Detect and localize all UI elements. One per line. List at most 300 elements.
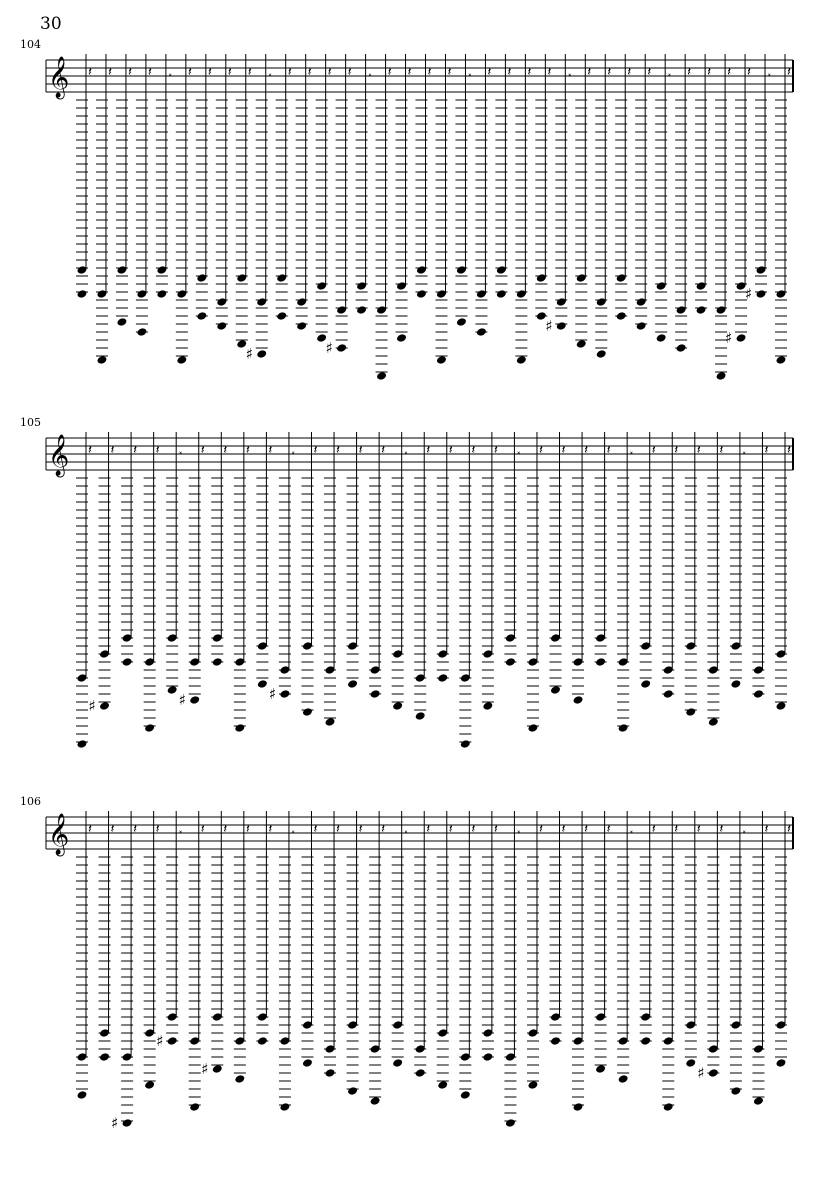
low-note-head — [595, 1064, 606, 1074]
note-column — [617, 811, 633, 1084]
rest-icon: 𝅃 — [567, 65, 572, 80]
low-note-head — [527, 723, 538, 733]
note-column — [725, 54, 751, 347]
low-note-head — [336, 343, 347, 353]
rest-icon: 𝄽 — [647, 65, 652, 80]
low-note-head — [370, 689, 381, 699]
note-column — [176, 54, 192, 365]
low-note-head — [505, 1118, 516, 1128]
rest-icon: 𝄽 — [327, 65, 332, 80]
low-note-head — [505, 657, 516, 667]
low-note-head — [392, 701, 403, 711]
low-note-head — [640, 1036, 651, 1046]
note-column — [550, 811, 566, 1046]
rest-icon: 𝅃 — [516, 822, 521, 837]
rest-icon: 𝄽 — [493, 822, 498, 837]
rest-icon: 𝅃 — [290, 822, 296, 837]
rest-icon: 𝄽 — [358, 443, 363, 458]
low-note-head — [436, 355, 447, 365]
note-column — [347, 811, 363, 1096]
rest-icon: 𝄽 — [493, 443, 498, 458]
rest-icon: 𝅃 — [467, 65, 472, 80]
rest-icon: 𝄽 — [584, 443, 589, 458]
measure-number-105: 105 — [20, 416, 41, 429]
low-note-head — [176, 355, 187, 365]
rest-icon: 𝄽 — [538, 822, 543, 837]
sharp-icon: ♯ — [111, 1114, 119, 1132]
note-column — [196, 54, 212, 321]
rest-icon: 𝄽 — [88, 822, 92, 837]
note-column — [745, 54, 771, 303]
low-note-head — [167, 1036, 178, 1046]
low-note-head — [527, 1080, 538, 1090]
low-note-head — [685, 1058, 696, 1068]
low-note-head — [376, 371, 387, 381]
low-note-head — [753, 1096, 764, 1106]
sharp-icon: ♯ — [245, 345, 254, 363]
note-column — [475, 54, 491, 337]
rest-icon: 𝄽 — [336, 443, 341, 458]
rest-icon: 𝄽 — [336, 822, 341, 837]
low-note-head — [516, 355, 527, 365]
low-note-head — [325, 1068, 336, 1078]
low-note-head — [144, 1080, 155, 1090]
low-note-head — [347, 1086, 358, 1096]
rest-icon: 𝄽 — [471, 822, 476, 837]
rest-icon: 𝄽 — [427, 65, 432, 80]
note-column — [685, 811, 701, 1068]
rest-icon: 𝅃 — [767, 65, 772, 80]
low-note-head — [189, 1102, 200, 1112]
note-column — [121, 432, 137, 667]
rest-icon: 𝄽 — [207, 65, 212, 80]
rest-icon: 𝄽 — [471, 443, 476, 458]
low-note-head — [347, 679, 358, 689]
sharp-icon: ♯ — [88, 697, 96, 715]
rest-icon: 𝄽 — [696, 443, 701, 458]
rest-icon: 𝅃 — [629, 443, 634, 458]
note-column — [216, 54, 232, 331]
note-column — [675, 54, 691, 353]
note-column — [324, 432, 340, 727]
note-column — [276, 54, 292, 321]
rest-icon: 𝄽 — [268, 443, 273, 458]
note-column — [296, 54, 312, 331]
rest-icon: 𝄽 — [606, 443, 611, 458]
low-note-head — [708, 717, 719, 727]
rest-icon: 𝅃 — [367, 65, 372, 80]
sharp-icon: ♯ — [178, 691, 187, 709]
low-note-head — [302, 707, 313, 717]
note-column — [392, 432, 408, 711]
low-note-head — [482, 1052, 493, 1062]
treble-clef-icon: 𝄞 — [48, 435, 70, 476]
note-column — [326, 54, 352, 357]
note-column — [201, 811, 227, 1078]
rest-icon: 𝄽 — [587, 65, 592, 80]
note-column — [369, 811, 385, 1106]
low-note-head — [167, 685, 178, 695]
low-note-head — [656, 333, 667, 343]
low-note-head — [496, 289, 507, 299]
rest-icon: 𝄽 — [155, 822, 160, 837]
rest-icon: 𝅃 — [290, 443, 296, 458]
low-note-head — [257, 679, 268, 689]
note-column — [356, 54, 372, 315]
note-column — [695, 54, 711, 315]
rest-icon: 𝄽 — [606, 822, 611, 837]
low-note-head — [618, 1074, 629, 1084]
note-column — [211, 432, 227, 667]
low-note-head — [156, 289, 167, 299]
note-column — [279, 811, 295, 1112]
rest-icon: 𝄽 — [155, 443, 160, 458]
low-note-head — [276, 311, 287, 321]
rest-icon: 𝄽 — [133, 822, 138, 837]
low-note-head — [212, 1064, 223, 1074]
note-column — [495, 54, 511, 299]
low-note-head — [415, 711, 426, 721]
rest-icon: 𝅃 — [403, 822, 408, 837]
note-column — [455, 54, 471, 327]
note-column — [236, 54, 252, 349]
rest-icon: 𝄽 — [227, 65, 232, 80]
rest-icon: 𝄽 — [538, 443, 543, 458]
rest-icon: 𝄽 — [448, 822, 453, 837]
sharp-icon: ♯ — [268, 685, 277, 703]
low-note-head — [437, 673, 448, 683]
low-note-head — [99, 1052, 110, 1062]
low-note-head — [776, 701, 787, 711]
rest-icon: 𝄽 — [674, 443, 679, 458]
note-column — [575, 54, 591, 349]
rest-icon: 𝄽 — [584, 822, 589, 837]
rest-icon: 𝄽 — [707, 65, 712, 80]
low-note-head — [736, 333, 747, 343]
rest-icon: 𝄽 — [787, 443, 791, 458]
rest-icon: 𝄽 — [674, 822, 679, 837]
rest-icon: 𝄽 — [313, 822, 318, 837]
low-note-head — [596, 349, 607, 359]
note-column — [376, 54, 392, 381]
rest-icon: 𝄽 — [764, 822, 769, 837]
rest-icon: 𝅃 — [178, 443, 183, 458]
rest-icon: 𝄽 — [88, 65, 92, 80]
low-note-head — [550, 1036, 561, 1046]
rest-icon: 𝄽 — [381, 443, 386, 458]
rest-icon: 𝅃 — [741, 822, 747, 837]
measure-number-106: 106 — [20, 795, 41, 808]
low-note-head — [482, 701, 493, 711]
low-note-head — [416, 289, 427, 299]
note-column — [572, 432, 588, 705]
rest-icon: 𝄽 — [110, 822, 115, 837]
treble-clef-icon: 𝄞 — [48, 814, 70, 855]
low-note-head — [77, 289, 88, 299]
low-note-head — [685, 707, 696, 717]
note-column — [116, 54, 132, 327]
low-note-head — [144, 723, 155, 733]
rest-icon: 𝄽 — [426, 822, 431, 837]
rest-icon: 𝄽 — [147, 65, 152, 80]
rest-icon: 𝄽 — [200, 822, 205, 837]
note-column — [256, 432, 272, 689]
note-column — [662, 432, 678, 699]
note-column — [752, 432, 768, 699]
rest-icon: 𝄽 — [787, 65, 791, 80]
low-note-head — [122, 657, 133, 667]
note-column — [246, 54, 272, 363]
low-note-head — [616, 311, 627, 321]
measure-number-104: 104 — [20, 38, 41, 51]
rest-icon: 𝄽 — [381, 822, 386, 837]
low-note-head — [456, 317, 467, 327]
rest-icon: 𝄽 — [247, 65, 252, 80]
note-column — [459, 811, 475, 1100]
note-column — [301, 811, 317, 1068]
rest-icon: 𝅃 — [403, 443, 408, 458]
note-column — [707, 432, 723, 727]
sharp-icon: ♯ — [325, 339, 333, 357]
note-column — [640, 432, 656, 689]
rest-icon: 𝄽 — [651, 443, 656, 458]
note-column — [179, 432, 205, 709]
rest-icon: 𝄽 — [88, 443, 92, 458]
low-note-head — [776, 355, 787, 365]
note-column — [535, 54, 551, 321]
rest-icon: 𝄽 — [347, 65, 352, 80]
rest-icon: 𝄽 — [245, 443, 250, 458]
rest-icon: 𝄽 — [719, 822, 724, 837]
note-column — [76, 54, 92, 299]
rest-icon: 𝄽 — [487, 65, 492, 80]
low-note-head — [730, 1086, 741, 1096]
rest-icon: 𝄽 — [607, 65, 612, 80]
note-column — [527, 811, 543, 1090]
sharp-icon: ♯ — [745, 285, 753, 303]
low-note-head — [257, 1036, 268, 1046]
rest-icon: 𝅃 — [516, 443, 521, 458]
rest-icon: 𝄽 — [200, 443, 205, 458]
note-column — [234, 811, 250, 1084]
note-column — [416, 54, 432, 299]
rest-icon: 𝄽 — [719, 443, 724, 458]
page-number: 30 — [40, 14, 62, 34]
rest-icon: 𝄽 — [426, 443, 431, 458]
note-column — [316, 54, 332, 343]
low-note-head — [460, 739, 471, 749]
low-note-head — [753, 689, 764, 699]
note-column — [269, 432, 295, 703]
note-column — [730, 811, 746, 1096]
low-note-head — [573, 1102, 584, 1112]
rest-icon: 𝄽 — [448, 443, 453, 458]
low-note-head — [730, 679, 741, 689]
note-column — [685, 432, 701, 717]
note-column — [640, 811, 656, 1046]
rest-icon: 𝄽 — [313, 443, 318, 458]
low-note-head — [122, 1118, 133, 1128]
note-column — [617, 432, 633, 733]
note-column — [515, 54, 531, 365]
rest-icon: 𝅃 — [629, 822, 634, 837]
rest-icon: 𝄽 — [358, 822, 363, 837]
note-column — [752, 811, 768, 1106]
low-note-head — [708, 1068, 719, 1078]
note-column — [615, 54, 631, 321]
low-note-head — [640, 679, 651, 689]
low-note-head — [116, 317, 127, 327]
rest-icon: 𝅃 — [741, 443, 747, 458]
rest-icon: 𝄽 — [764, 443, 769, 458]
low-note-head — [573, 695, 584, 705]
low-note-head — [476, 327, 487, 337]
note-column — [527, 432, 543, 733]
low-note-head — [437, 1080, 448, 1090]
rest-icon: 𝅃 — [178, 822, 183, 837]
low-note-head — [776, 1058, 787, 1068]
low-note-head — [216, 321, 227, 331]
rest-icon: 𝄽 — [651, 822, 656, 837]
note-column — [166, 432, 182, 695]
rest-icon: 𝄽 — [627, 65, 632, 80]
note-column — [595, 54, 611, 359]
low-note-head — [716, 371, 727, 381]
low-note-head — [576, 339, 587, 349]
note-column — [414, 432, 430, 721]
note-column — [550, 432, 566, 695]
note-column — [595, 432, 611, 667]
low-note-head — [696, 305, 707, 315]
low-note-head — [556, 321, 567, 331]
low-note-head — [212, 657, 223, 667]
sharp-icon: ♯ — [697, 1064, 705, 1082]
note-column — [482, 432, 498, 711]
note-column — [156, 811, 182, 1050]
treble-clef-icon: 𝄞 — [48, 57, 70, 98]
note-column — [595, 811, 611, 1074]
rest-icon: 𝄽 — [268, 822, 273, 837]
low-note-head — [618, 723, 629, 733]
rest-icon: 𝄽 — [507, 65, 512, 80]
note-column — [96, 54, 112, 365]
note-column — [662, 811, 678, 1112]
low-note-head — [196, 311, 207, 321]
sharp-icon: ♯ — [545, 317, 553, 335]
rest-icon: 𝄽 — [447, 65, 452, 80]
note-column — [89, 432, 115, 715]
note-column — [369, 432, 385, 699]
low-note-head — [77, 1090, 88, 1100]
rest-icon: 𝄽 — [245, 822, 250, 837]
low-note-head — [77, 739, 88, 749]
rest-icon: 𝅃 — [267, 65, 272, 80]
low-note-head — [256, 349, 267, 359]
note-column — [697, 811, 723, 1082]
low-note-head — [663, 689, 674, 699]
rest-icon: 𝄽 — [727, 65, 732, 80]
rest-icon: 𝄽 — [107, 65, 112, 80]
rest-icon: 𝄽 — [407, 65, 412, 80]
note-column — [730, 432, 746, 689]
note-column — [256, 811, 272, 1046]
low-note-head — [636, 321, 647, 331]
note-column — [775, 811, 791, 1068]
note-column — [392, 811, 408, 1068]
low-note-head — [663, 1102, 674, 1112]
rest-icon: 𝄽 — [696, 822, 701, 837]
note-column — [136, 54, 152, 337]
note-column — [775, 54, 791, 365]
note-column — [111, 811, 137, 1132]
note-column — [655, 54, 671, 343]
low-note-head — [296, 321, 307, 331]
rest-icon: 𝄽 — [527, 65, 532, 80]
low-note-head — [302, 1058, 313, 1068]
sharp-icon: ♯ — [725, 329, 733, 347]
note-column — [504, 811, 520, 1128]
note-column — [76, 811, 92, 1100]
note-column — [437, 811, 453, 1090]
low-note-head — [415, 1068, 426, 1078]
rest-icon: 𝄽 — [133, 443, 138, 458]
low-note-head — [234, 723, 245, 733]
low-note-head — [136, 327, 147, 337]
low-note-head — [356, 305, 367, 315]
low-note-head — [676, 343, 687, 353]
rest-icon: 𝄽 — [687, 65, 692, 80]
rest-icon: 𝄽 — [747, 65, 752, 80]
note-column — [347, 432, 363, 689]
low-note-head — [279, 1102, 290, 1112]
rest-icon: 𝄽 — [223, 822, 228, 837]
low-note-head — [96, 355, 107, 365]
low-note-head — [279, 689, 290, 699]
note-column — [435, 54, 451, 365]
low-note-head — [325, 717, 336, 727]
note-column — [144, 432, 160, 733]
low-note-head — [460, 1090, 471, 1100]
note-column — [504, 432, 520, 667]
rest-icon: 𝄽 — [307, 65, 312, 80]
low-note-head — [550, 685, 561, 695]
sharp-icon: ♯ — [201, 1060, 209, 1078]
rest-icon: 𝄽 — [223, 443, 228, 458]
rest-icon: 𝄽 — [561, 822, 566, 837]
low-note-head — [392, 1058, 403, 1068]
rest-icon: 𝅃 — [167, 65, 172, 80]
rest-icon: 𝄽 — [127, 65, 132, 80]
rest-icon: 𝄽 — [787, 822, 791, 837]
staff-system-104 — [46, 56, 793, 99]
rest-icon: 𝄽 — [187, 65, 192, 80]
note-column — [301, 432, 317, 717]
rest-icon: 𝄽 — [547, 65, 552, 80]
low-note-head — [234, 1074, 245, 1084]
rest-icon: 𝄽 — [110, 443, 115, 458]
low-note-head — [595, 657, 606, 667]
note-column — [459, 432, 475, 749]
rest-icon: 𝄽 — [287, 65, 292, 80]
low-note-head — [396, 333, 407, 343]
rest-icon: 𝄽 — [561, 443, 566, 458]
sharp-icon: ♯ — [156, 1032, 164, 1050]
note-column — [545, 54, 571, 335]
note-column — [324, 811, 340, 1078]
rest-icon: 𝄽 — [387, 65, 392, 80]
note-column — [572, 811, 588, 1112]
note-column — [234, 432, 250, 733]
